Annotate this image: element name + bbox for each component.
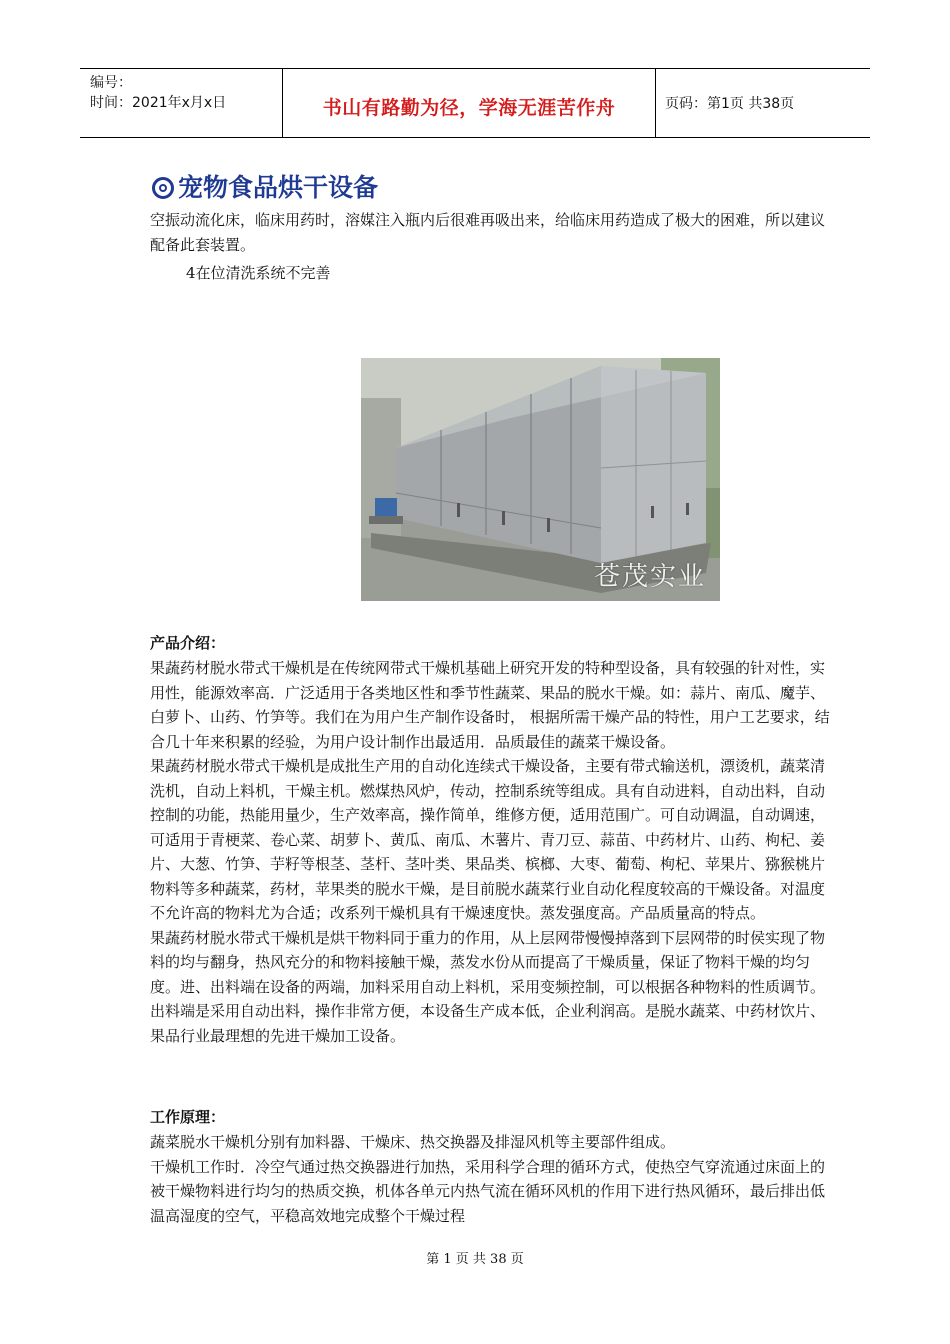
page-footer: 第 1 页 共 38 页 [426,1252,524,1267]
product-photo [361,358,720,601]
header-motto-cell [282,69,656,137]
page-label: 页码：第1页 共38页 [665,96,795,112]
page-title-text: 宠物食品烘干设备 [178,173,379,202]
working-principle-heading: 工作原理： [150,1108,226,1126]
intro-subheading: 4在位清洗系统不完善 [186,264,331,282]
date-label: 时间：2021年x月x日 [90,95,227,111]
working-principle-paragraph: 蔬菜脱水干燥机分别有加料器、干燥床、热交换器及排湿风机等主要部件组成。 [150,1133,676,1151]
product-intro-paragraph: 果蔬药材脱水带式干燥机是成批生产用的自动化连续式干燥设备，主要有带式输送机，漂烫机，蔬菜清洗机，自动上料机，干燥主机。燃煤热风炉，传动，控制系统等组成。具有自动进料，自动出料，自动控制的功能，热能用量少，生产效率高，操作简单，维修方便，适用范围广。可自动调温，自动调速，可适用于青梗菜、卷心菜、胡萝卜、黄瓜、南瓜、木薯片、青刀豆、蒜苗、中药材片、山药、枸杞、姜片、大葱、竹笋、芋籽等根茎、茎杆、茎叶类、果品类、槟榔、大枣、葡萄、枸杞、苹果片、猕猴桃片物料等多种蔬菜，药材，苹果类的脱水干燥，是目前脱水蔬菜行业自动化程度较高的干燥设备。对温度不允许高的物料尤为合适；改系列干燥机具有干燥速度快。蒸发强度高。产品质量高的特点。 [150,757,826,922]
page-title [152,168,378,204]
motto: 书山有路勤为径，学海无涯苦作舟 [322,97,616,119]
product-intro-heading: 产品介绍： [150,634,226,652]
photo-watermark: 苍茂实业 [593,562,706,592]
intro-paragraph: 空振动流化床，临床用药时，溶媒注入瓶内后很难再吸出来，给临床用药造成了极大的困难，所以建议配备此套装置。 [150,211,826,254]
double-circle-icon [152,177,174,199]
serial-label: 编号： [90,75,132,91]
page-header [80,68,870,138]
header-page-cell [655,69,870,137]
working-principle-paragraph: 干燥机工作时．冷空气通过热交换器进行加热，采用科学合理的循环方式，使热空气穿流通过床面上的被干燥物料进行均匀的热质交换，机体各单元内热气流在循环风机的作用下进行热风循环，最后排出低温高湿度的空气，平稳高效地完成整个干燥过程 [150,1157,826,1225]
header-meta-cell [80,69,282,137]
product-intro-paragraph: 果蔬药材脱水带式干燥机是烘干物料同于重力的作用，从上层网带慢慢掉落到下层网带的时侯实现了物料的均与翻身，热风充分的和物料接触干燥，蒸发水份从而提高了干燥质量，保证了物料干燥的均匀度。进、出料端在设备的两端，加料采用自动上料机，采用变频控制，可以根据各种物料的性质调节。出料端是采用自动出料，操作非常方便，本设备生产成本低，企业利润高。是脱水蔬菜、中药材饮片、果品行业最理想的先进干燥加工设备。 [150,928,826,1045]
product-intro-paragraph: 果蔬药材脱水带式干燥机是在传统网带式干燥机基础上研究开发的特种型设备，具有较强的针对性，实用性，能源效率高．广泛适用于各类地区性和季节性蔬菜、果品的脱水干燥。如：蒜片、南瓜、魔芋、白萝卜、山药、竹笋等。我们在为用户生产制作设备时， 根据所需干燥产品的特性，用户工艺要求，结合几十年来积累的经验，为用户设计制作出最适用．品质最佳的蔬菜干燥设备。 [150,659,830,751]
working-principle-body [150,1130,830,1228]
product-intro-body [150,656,830,1048]
